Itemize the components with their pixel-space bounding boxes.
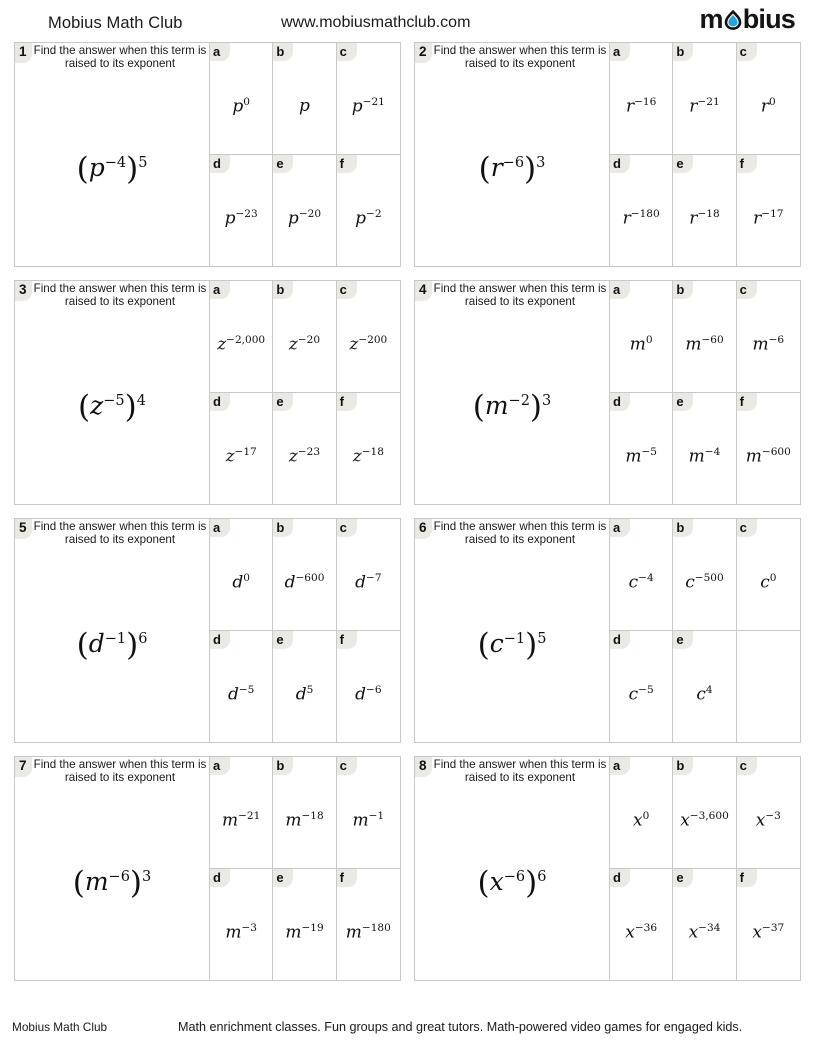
question-number-badge: 1 xyxy=(15,43,32,63)
answer-option-c[interactable] xyxy=(737,43,800,155)
answer-option-letter: e xyxy=(273,155,293,173)
answer-option-letter: e xyxy=(273,393,293,411)
answer-option-value: $m^{-19}$ xyxy=(285,921,324,943)
answer-option-letter: e xyxy=(273,631,293,649)
question-prompt-text: Find the answer when this term is raised to its exponent xyxy=(433,282,607,308)
answer-option-b[interactable] xyxy=(273,519,336,631)
answer-option-value: $z^{-23}$ xyxy=(288,445,321,467)
answer-option-value: $m^{-6}$ xyxy=(752,334,785,355)
questions-grid xyxy=(14,42,801,981)
question-expression: $(z^{-5})^4$ xyxy=(78,389,146,425)
question-expression: $(m^{-2})^3$ xyxy=(472,389,552,425)
question-expression: $(r^{-6})^3$ xyxy=(478,151,546,187)
answer-option-letter: d xyxy=(210,155,230,173)
answer-option-value: $d^0$ xyxy=(232,572,250,593)
answer-option-value: $x^{-36}$ xyxy=(625,921,658,943)
answer-option-a[interactable] xyxy=(610,43,673,155)
answer-option-value: $m^{-600}$ xyxy=(745,445,791,467)
answer-options-grid xyxy=(610,43,800,266)
page-header xyxy=(0,4,815,44)
answer-option-d[interactable] xyxy=(610,155,673,267)
answer-option-value: $m^0$ xyxy=(629,334,653,355)
answer-option-a[interactable] xyxy=(610,757,673,869)
answer-option-c[interactable] xyxy=(737,757,800,869)
droplet-o-icon xyxy=(723,10,743,30)
question-prompt-text: Find the answer when this term is raised to its exponent xyxy=(433,758,607,784)
answer-options-grid xyxy=(610,281,800,504)
answer-option-value: $p^{-23}$ xyxy=(224,207,258,229)
logo-text-post: bius xyxy=(742,4,795,34)
question-number-badge: 6 xyxy=(415,519,432,539)
answer-option-b[interactable] xyxy=(673,519,736,631)
question-number-badge: 7 xyxy=(15,757,32,777)
answer-option-value: $d^{-600}$ xyxy=(284,572,325,593)
answer-option-letter: e xyxy=(673,393,693,411)
answer-option-d[interactable] xyxy=(610,869,673,981)
answer-option-d[interactable] xyxy=(210,631,273,743)
answer-option-a[interactable] xyxy=(210,519,273,631)
answer-option-e[interactable] xyxy=(273,631,336,743)
answer-option-letter: f xyxy=(737,393,757,411)
question-block xyxy=(414,280,801,505)
answer-option-f[interactable] xyxy=(337,631,400,743)
answer-option-letter: e xyxy=(673,631,693,649)
answer-option-value: $x^{-37}$ xyxy=(752,921,785,943)
question-expression: $(d^{-1})^6$ xyxy=(76,627,148,663)
answer-option-value: $m^{-60}$ xyxy=(685,334,724,355)
question-number-badge: 2 xyxy=(415,43,432,63)
answer-option-value: $x^{-3,600}$ xyxy=(680,810,729,831)
answer-option-value: $x^0$ xyxy=(633,810,650,831)
question-number-badge: 3 xyxy=(15,281,32,301)
answer-option-letter: b xyxy=(273,43,293,61)
answer-option-f[interactable] xyxy=(337,393,400,505)
answer-options-grid xyxy=(210,519,400,742)
question-prompt-panel xyxy=(15,281,210,504)
answer-option-d[interactable] xyxy=(210,869,273,981)
answer-options-grid xyxy=(610,519,800,742)
footer-tagline: Math enrichment classes. Fun groups and great tutors. Math-powered video games for engaged kids. xyxy=(178,1020,743,1034)
answer-option-letter: f xyxy=(337,869,357,887)
question-block xyxy=(414,42,801,267)
question-prompt-panel xyxy=(15,757,210,980)
question-prompt-text: Find the answer when this term is raised to its exponent xyxy=(433,520,607,546)
answer-option-letter: c xyxy=(337,281,357,299)
answer-option-value: $c^{-5}$ xyxy=(628,683,654,705)
answer-option-f[interactable] xyxy=(737,869,800,981)
question-expression: $(m^{-6})^3$ xyxy=(72,865,152,901)
question-expression: $(p^{-4})^5$ xyxy=(76,151,148,187)
answer-option-d[interactable] xyxy=(610,631,673,743)
answer-option-letter: b xyxy=(673,757,693,775)
question-prompt-text: Find the answer when this term is raised to its exponent xyxy=(33,758,207,784)
answer-option-value: $r^{-18}$ xyxy=(689,207,720,229)
answer-option-letter: d xyxy=(610,631,630,649)
answer-option-c[interactable] xyxy=(337,281,400,393)
answer-option-value: $z^{-2,000}$ xyxy=(217,334,266,355)
answer-option-letter: c xyxy=(737,757,757,775)
answer-option-value: $d^{-5}$ xyxy=(227,683,255,705)
answer-option-letter: c xyxy=(737,519,757,537)
answer-option-letter: f xyxy=(737,155,757,173)
header-title: Mobius Math Club xyxy=(48,14,183,32)
answer-option-value: $r^0$ xyxy=(760,96,776,117)
answer-option-value: $z^{-18}$ xyxy=(352,445,384,467)
answer-option-letter: b xyxy=(273,757,293,775)
answer-option-d[interactable] xyxy=(210,155,273,267)
answer-option-d[interactable] xyxy=(610,393,673,505)
answer-option-letter: a xyxy=(210,43,230,61)
answer-option-a[interactable] xyxy=(210,281,273,393)
answer-options-grid xyxy=(210,43,400,266)
question-prompt-panel xyxy=(415,757,610,980)
answer-option-c[interactable] xyxy=(737,281,800,393)
answer-options-grid xyxy=(210,757,400,980)
answer-option-letter: a xyxy=(610,43,630,61)
question-prompt-panel xyxy=(415,519,610,742)
answer-option-value: $c^{-500}$ xyxy=(685,572,724,593)
logo-text-pre: m xyxy=(699,4,723,34)
answer-option-value: $d^{-6}$ xyxy=(355,683,382,705)
answer-option-d[interactable] xyxy=(210,393,273,505)
question-number-badge: 8 xyxy=(415,757,432,777)
answer-option-value: $r^{-17}$ xyxy=(753,207,784,229)
answer-option-letter: b xyxy=(273,281,293,299)
question-prompt-panel xyxy=(15,43,210,266)
question-block xyxy=(14,42,401,267)
answer-option-value: $z^{-200}$ xyxy=(349,334,388,355)
answer-option-letter: b xyxy=(673,281,693,299)
answer-option-value: $r^{-21}$ xyxy=(689,96,720,117)
answer-option-value: $m^{-21}$ xyxy=(221,810,261,831)
answer-option-value: $z^{-17}$ xyxy=(225,445,257,467)
answer-option-e[interactable] xyxy=(273,155,336,267)
answer-option-letter: c xyxy=(737,281,757,299)
answer-option-b[interactable] xyxy=(673,757,736,869)
answer-option-value: $m^{-4}$ xyxy=(688,445,721,467)
answer-option-letter: a xyxy=(210,519,230,537)
answer-option-e[interactable] xyxy=(673,631,736,743)
answer-option-value: $d^5$ xyxy=(295,683,314,705)
question-block xyxy=(14,280,401,505)
question-block xyxy=(14,518,401,743)
answer-option-letter: b xyxy=(673,519,693,537)
answer-option-e[interactable] xyxy=(673,869,736,981)
answer-option-c[interactable] xyxy=(337,43,400,155)
answer-option-value: $c^4$ xyxy=(696,683,713,705)
footer-brand: Mobius Math Club xyxy=(12,1020,108,1034)
answer-option-value: $p^{-21}$ xyxy=(351,96,385,117)
answer-option-value: $x^{-34}$ xyxy=(688,921,721,943)
answer-option-letter: a xyxy=(610,757,630,775)
question-prompt-text: Find the answer when this term is raised to its exponent xyxy=(33,44,207,70)
answer-option-value: $x^{-3}$ xyxy=(755,810,781,831)
question-prompt-text: Find the answer when this term is raised to its exponent xyxy=(33,282,207,308)
answer-option-value: $m^{-3}$ xyxy=(225,921,257,943)
answer-option-e[interactable] xyxy=(673,155,736,267)
answer-option-letter: d xyxy=(210,869,230,887)
answer-option-a[interactable] xyxy=(610,519,673,631)
answer-option-value: $c^0$ xyxy=(760,572,777,593)
answer-option-value: $m^{-5}$ xyxy=(625,445,657,467)
question-prompt-panel xyxy=(415,281,610,504)
question-number-badge: 5 xyxy=(15,519,32,539)
answer-option-f[interactable] xyxy=(337,155,400,267)
answer-option-a[interactable] xyxy=(210,43,273,155)
mobius-logo xyxy=(699,6,795,33)
answer-option-c[interactable] xyxy=(337,519,400,631)
answer-option-letter: a xyxy=(610,519,630,537)
answer-option-letter: f xyxy=(337,155,357,173)
answer-option-f[interactable] xyxy=(337,869,400,981)
answer-option-value: $m^{-180}$ xyxy=(345,921,391,943)
answer-option-e[interactable] xyxy=(273,393,336,505)
answer-option-letter: b xyxy=(673,43,693,61)
answer-option-letter: f xyxy=(337,393,357,411)
answer-option-value: $m^{-18}$ xyxy=(285,810,324,831)
answer-options-grid xyxy=(210,281,400,504)
answer-option-a[interactable] xyxy=(210,757,273,869)
answer-option-letter: a xyxy=(210,281,230,299)
answer-option-letter: c xyxy=(337,43,357,61)
question-block xyxy=(14,756,401,981)
question-block xyxy=(414,756,801,981)
answer-option-letter: f xyxy=(337,631,357,649)
answer-option-value: $m^{-1}$ xyxy=(352,810,385,831)
page-footer xyxy=(0,1020,815,1042)
answer-option-letter: d xyxy=(610,869,630,887)
answer-option-value: $p^{-2}$ xyxy=(355,207,382,229)
answer-option-letter: c xyxy=(737,43,757,61)
answer-option-c[interactable] xyxy=(737,519,800,631)
answer-option-empty xyxy=(737,631,800,743)
answer-option-letter: a xyxy=(210,757,230,775)
answer-option-value: $p^0$ xyxy=(232,96,250,117)
answer-option-e[interactable] xyxy=(273,869,336,981)
answer-option-f[interactable] xyxy=(737,393,800,505)
question-block xyxy=(414,518,801,743)
answer-option-b[interactable] xyxy=(273,281,336,393)
question-expression: $(x^{-6})^6$ xyxy=(477,865,547,901)
answer-option-letter: e xyxy=(673,155,693,173)
answer-option-value: $r^{-180}$ xyxy=(622,207,660,229)
answer-option-letter: a xyxy=(610,281,630,299)
answer-option-value: $c^{-4}$ xyxy=(628,572,654,593)
answer-option-e[interactable] xyxy=(673,393,736,505)
answer-option-c[interactable] xyxy=(337,757,400,869)
question-number-badge: 4 xyxy=(415,281,432,301)
answer-option-b[interactable] xyxy=(273,43,336,155)
question-prompt-text: Find the answer when this term is raised to its exponent xyxy=(33,520,207,546)
answer-options-grid xyxy=(610,757,800,980)
answer-option-letter: c xyxy=(337,757,357,775)
answer-option-b[interactable] xyxy=(273,757,336,869)
answer-option-letter: c xyxy=(337,519,357,537)
answer-option-letter: f xyxy=(737,869,757,887)
answer-option-letter: d xyxy=(610,393,630,411)
answer-option-letter: d xyxy=(210,631,230,649)
header-website-url: www.mobiusmathclub.com xyxy=(281,14,471,31)
question-expression: $(c^{-1})^5$ xyxy=(477,627,547,663)
answer-option-a[interactable] xyxy=(610,281,673,393)
answer-option-letter: d xyxy=(610,155,630,173)
question-prompt-panel xyxy=(15,519,210,742)
answer-option-value: p xyxy=(299,96,310,116)
answer-option-value: $d^{-7}$ xyxy=(355,572,382,593)
question-prompt-text: Find the answer when this term is raised to its exponent xyxy=(433,44,607,70)
answer-option-letter: d xyxy=(210,393,230,411)
answer-option-f[interactable] xyxy=(737,155,800,267)
answer-option-value: $z^{-20}$ xyxy=(288,334,321,355)
answer-option-value: $r^{-16}$ xyxy=(625,96,657,117)
question-prompt-panel xyxy=(415,43,610,266)
answer-option-b[interactable] xyxy=(673,43,736,155)
answer-option-letter: e xyxy=(273,869,293,887)
answer-option-b[interactable] xyxy=(673,281,736,393)
answer-option-letter: b xyxy=(273,519,293,537)
answer-option-value: $p^{-20}$ xyxy=(287,207,322,229)
answer-option-letter: e xyxy=(673,869,693,887)
